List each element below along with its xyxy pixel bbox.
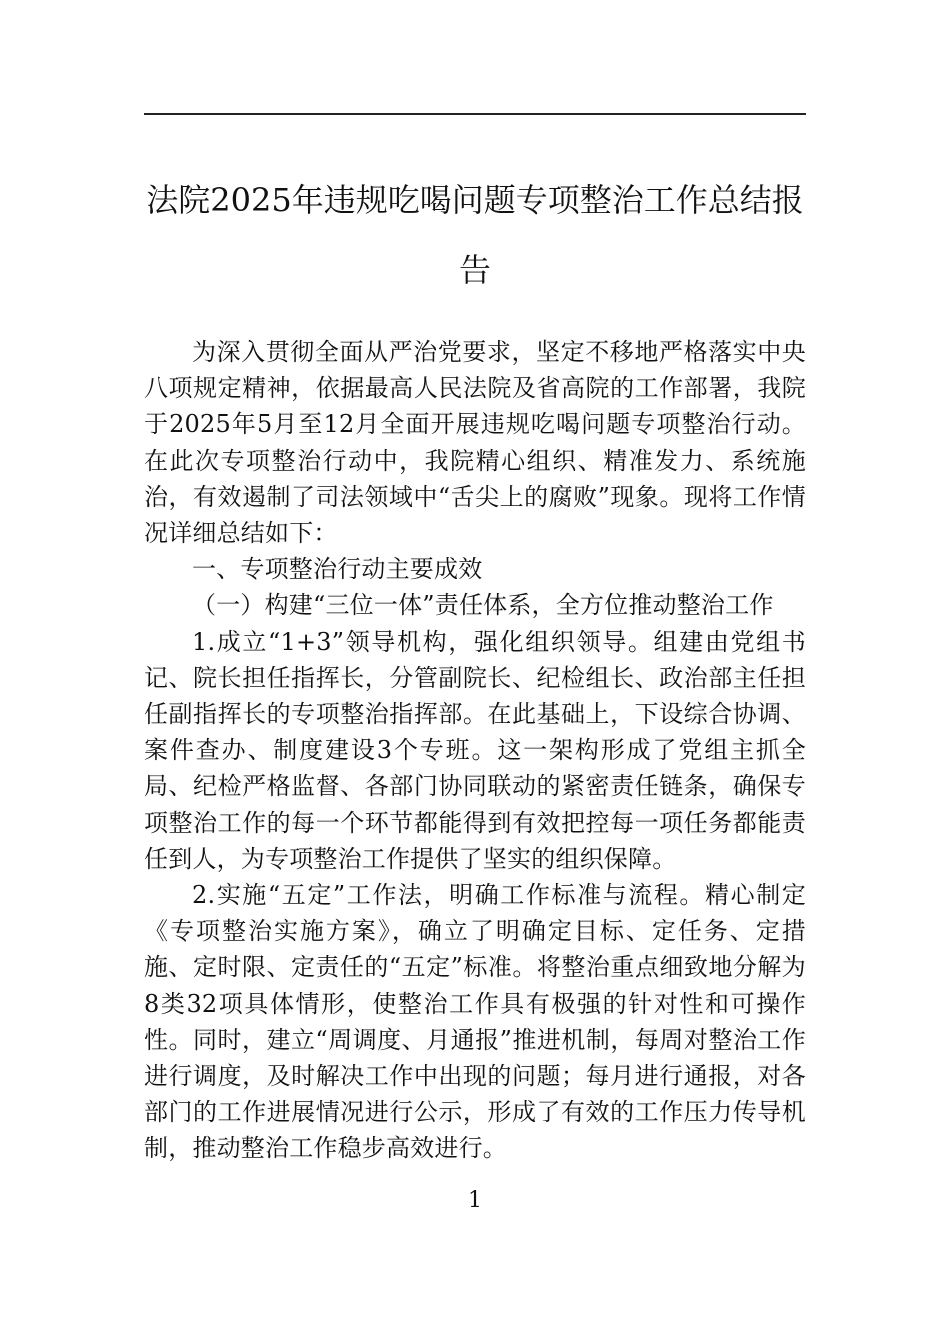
section-heading: 一、专项整治行动主要成效 — [192, 555, 483, 584]
intro-paragraph: 为深入贯彻全面从严治党要求，坚定不移地严格落实中央八项规定精神，依据最高人民法院及省高院的工作部署，我院于2025年5月至12月全面开展违规吃喝问题专项整治行动。在此次专项整治行动中，我院精心组织、精准发力、系统施治，有效遏制了司法领域中“舌尖上的腐败”现象。现将工作情况详细总结如下： — [144, 338, 806, 548]
document-title: 法院2025年违规吃喝问题专项整治工作总结报告 — [146, 181, 804, 289]
document-body — [144, 334, 806, 1167]
header-rule — [144, 113, 806, 115]
body-paragraph: 2.实施“五定”工作法，明确工作标准与流程。精心制定《专项整治实施方案》，确立了明确定目标、定任务、定措施、定时限、定责任的“五定”标准。将整治重点细致地分解为8类32项具体情形，使整治工作具有极强的针对性和可操作性。同时，建立“周调度、月通报”推进机制，每周对整治工作进行调度，及时解决工作中出现的问题；每月进行通报，对各部门的工作进展情况进行公示，形成了有效的工作压力传导机制，推动整治工作稳步高效进行。 — [144, 881, 806, 1163]
subsection-heading: （一）构建“三位一体”责任体系，全方位推动整治工作 — [192, 591, 774, 620]
page-number: 1 — [468, 1188, 482, 1213]
body-paragraph: 1.成立“1+3”领导机构，强化组织领导。组建由党组书记、院长担任指挥长，分管副院长、纪检组长、政治部主任担任副指挥长的专项整治指挥部。在此基础上，下设综合协调、案件查办、制度建设3个专班。这一架构形成了党组主抓全局、纪检严格监督、各部门协同联动的紧密责任链条，确保专项整治工作的每一个环节都能得到有效把控每一项任务都能责任到人，为专项整治工作提供了坚实的组织保障。 — [144, 627, 806, 873]
